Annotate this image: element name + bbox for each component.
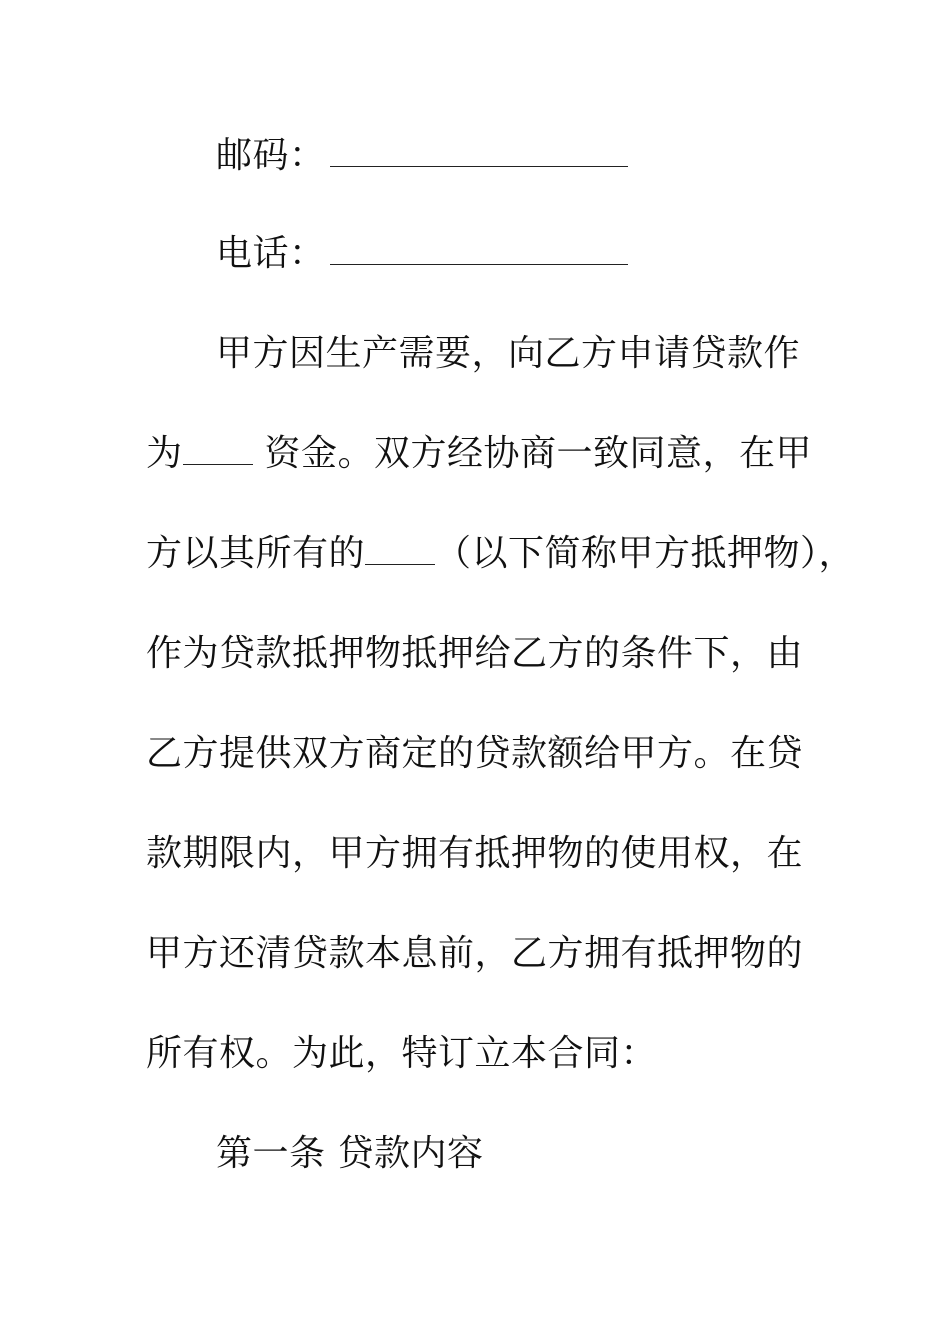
body-line-1: 甲方因生产需要，向乙方申请贷款作 — [216, 333, 801, 374]
phone-line — [216, 232, 628, 276]
body-line-2-start: 为 — [146, 433, 183, 474]
body-line-2-end: 资金。双方经协商一致同意，在甲 — [252, 433, 812, 474]
postcode-line — [216, 134, 628, 178]
phone-label: 电话： — [216, 233, 326, 274]
body-line-3-end: （以下简称甲方抵押物）， — [435, 533, 856, 574]
fund-purpose-blank[interactable] — [183, 434, 253, 465]
body-line-6: 款期限内，甲方拥有抵押物的使用权，在 — [146, 833, 804, 874]
body-line-8: 所有权。为此，特订立本合同： — [146, 1033, 658, 1074]
phone-blank[interactable] — [330, 234, 628, 265]
postcode-blank[interactable] — [330, 136, 628, 167]
body-line-3 — [146, 532, 855, 576]
collateral-blank[interactable] — [365, 534, 435, 565]
section-title: 第一条 贷款内容 — [216, 1133, 484, 1174]
body-line-3-start: 方以其所有的 — [146, 533, 366, 574]
body-line-4: 作为贷款抵押物抵押给乙方的条件下，由 — [146, 633, 804, 674]
postcode-label: 邮码： — [216, 135, 326, 176]
body-line-5: 乙方提供双方商定的贷款额给甲方。在贷 — [146, 733, 804, 774]
body-line-7: 甲方还清贷款本息前，乙方拥有抵押物的 — [146, 933, 804, 974]
body-line-2 — [146, 432, 812, 476]
